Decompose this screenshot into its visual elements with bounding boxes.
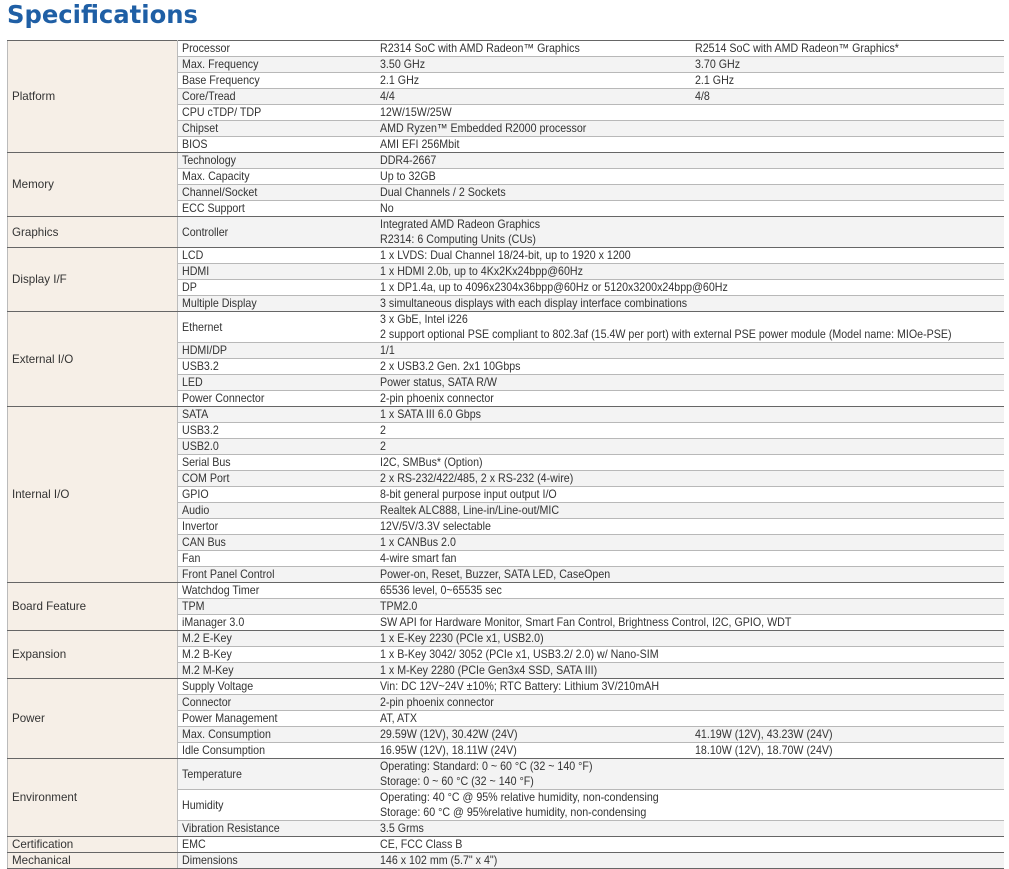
spec-item [178, 743, 376, 759]
spec-value [376, 201, 1004, 217]
spec-value [376, 343, 1004, 359]
spec-value-line: 29.59W (12V), 30.42W (24V) [379, 728, 518, 741]
spec-value [376, 407, 1004, 423]
spec-value [376, 519, 1004, 535]
category-label: Board Feature [8, 583, 178, 631]
category-label: External I/O [8, 312, 178, 407]
spec-item [178, 519, 376, 535]
spec-item [178, 41, 376, 57]
spec-value [376, 169, 1004, 185]
spec-value-line: R2314: 6 Computing Units (CUs) [379, 233, 536, 246]
spec-item-label: Temperature [182, 767, 242, 781]
spec-value [376, 535, 1004, 551]
spec-value-line: 4-wire smart fan [379, 552, 456, 565]
spec-value [376, 391, 1004, 407]
spec-item-label: USB2.0 [182, 440, 219, 453]
spec-item [178, 567, 376, 583]
spec-value-line: 12V/5V/3.3V selectable [379, 520, 491, 533]
spec-item-label: CPU cTDP/ TDP [182, 106, 262, 119]
spec-item-label: CAN Bus [182, 536, 226, 549]
spec-value [376, 280, 1004, 296]
spec-value-line: AMI EFI 256Mbit [379, 138, 459, 151]
spec-item [178, 296, 376, 312]
spec-item-label: M.2 M-Key [182, 664, 234, 677]
spec-value [376, 105, 1004, 121]
spec-value-line: R2314 SoC with AMD Radeon™ Graphics [379, 42, 580, 55]
spec-value-line: 2.1 GHz [694, 74, 734, 87]
spec-item-label: HDMI/DP [182, 344, 228, 357]
spec-value-line: 1/1 [379, 344, 395, 357]
spec-item-label: USB3.2 [182, 360, 219, 373]
spec-value [376, 89, 691, 105]
spec-value-line: 12W/15W/25W [379, 106, 452, 119]
spec-item-label: Invertor [182, 520, 219, 533]
spec-value-line: 8-bit general purpose input output I/O [379, 488, 557, 501]
spec-value-line: 16.95W (12V), 18.11W (24V) [379, 744, 517, 757]
spec-value [376, 217, 1004, 248]
category-label: Mechanical [8, 853, 178, 869]
spec-value-alt [691, 89, 1004, 105]
spec-value [376, 487, 1004, 503]
spec-item-label: Channel/Socket [182, 186, 258, 199]
spec-value [376, 551, 1004, 567]
spec-value-line: 2 [379, 440, 386, 453]
spec-value [376, 185, 1004, 201]
spec-item-label: Chipset [182, 122, 219, 135]
spec-item-label: M.2 E-Key [182, 632, 232, 645]
spec-value [376, 727, 691, 743]
spec-item [178, 759, 376, 790]
spec-value-line: Up to 32GB [379, 170, 436, 183]
spec-value [376, 57, 691, 73]
spec-item-label: DP [182, 281, 197, 294]
spec-value-line: AMD Ryzen™ Embedded R2000 processor [379, 122, 586, 135]
spec-value [376, 439, 1004, 455]
spec-value-line: 3.5 Grms [379, 822, 424, 835]
spec-value-line: 3.50 GHz [379, 58, 425, 71]
spec-value [376, 679, 1004, 695]
spec-value [376, 41, 691, 57]
spec-value [376, 296, 1004, 312]
spec-value-alt [691, 57, 1004, 73]
spec-value [376, 599, 1004, 615]
spec-value-line: 1 x SATA III 6.0 Gbps [379, 408, 481, 421]
spec-value [376, 695, 1004, 711]
spec-value-line: 2 x RS-232/422/485, 2 x RS-232 (4-wire) [379, 472, 573, 485]
spec-item-label: ECC Support [182, 202, 245, 215]
spec-item-label: TPM [182, 600, 205, 613]
spec-value-alt [691, 73, 1004, 89]
spec-value [376, 455, 1004, 471]
spec-row [8, 837, 1004, 853]
spec-item-label: GPIO [182, 488, 209, 501]
spec-item [178, 312, 376, 343]
spec-item-label: Idle Consumption [182, 744, 266, 757]
spec-value-line: 1 x DP1.4a, up to 4096x2304x36bpp@60Hz or 5120x3200x24bpp@60Hz [379, 281, 728, 294]
spec-item-label: HDMI [182, 265, 210, 278]
spec-item-label: Processor [182, 42, 231, 55]
spec-row [8, 217, 1004, 248]
spec-item [178, 790, 376, 821]
spec-row [8, 248, 1004, 264]
specifications-table [7, 40, 1004, 869]
spec-item-label: Fan [182, 552, 201, 565]
spec-item-label: Dimensions [182, 854, 238, 867]
spec-item [178, 375, 376, 391]
spec-item [178, 455, 376, 471]
spec-item [178, 105, 376, 121]
spec-value-line: TPM2.0 [379, 600, 417, 613]
spec-value-line: 1 x CANBus 2.0 [379, 536, 456, 549]
spec-item-label: iManager 3.0 [182, 616, 245, 629]
spec-value [376, 663, 1004, 679]
category-label: Power [8, 679, 178, 759]
spec-item-label: SATA [182, 408, 209, 421]
spec-item-label: Controller [182, 225, 229, 239]
spec-value [376, 312, 1004, 343]
spec-value-line: 146 x 102 mm (5.7" x 4") [379, 854, 497, 867]
spec-value-line: 4/4 [379, 90, 395, 103]
spec-item [178, 503, 376, 519]
spec-item [178, 535, 376, 551]
spec-item [178, 217, 376, 248]
spec-value-line: 65536 level, 0~65535 sec [379, 584, 502, 597]
spec-value-line: 1 x M-Key 2280 (PCIe Gen3x4 SSD, SATA III) [379, 664, 597, 677]
spec-item [178, 73, 376, 89]
spec-value-line: 3 x GbE, Intel i226 [379, 313, 468, 326]
spec-item-label: Max. Consumption [182, 728, 271, 741]
spec-value [376, 503, 1004, 519]
spec-item [178, 631, 376, 647]
spec-item [178, 185, 376, 201]
spec-value [376, 583, 1004, 599]
spec-value [376, 423, 1004, 439]
spec-item [178, 169, 376, 185]
spec-item [178, 248, 376, 264]
spec-item [178, 57, 376, 73]
spec-row [8, 679, 1004, 695]
spec-item [178, 615, 376, 631]
category-label: Certification [8, 837, 178, 853]
spec-value-line: Storage: 60 °C @ 95%relative humidity, non-condensing [379, 806, 646, 819]
spec-value [376, 759, 1004, 790]
spec-item [178, 121, 376, 137]
spec-value-alt [691, 727, 1004, 743]
spec-item [178, 89, 376, 105]
spec-value-line: 3.70 GHz [694, 58, 740, 71]
spec-value [376, 711, 1004, 727]
spec-value [376, 121, 1004, 137]
spec-value-line: R2514 SoC with AMD Radeon™ Graphics* [694, 42, 899, 55]
spec-value-line: 2-pin phoenix connector [379, 392, 494, 405]
spec-item [178, 853, 376, 869]
spec-item [178, 391, 376, 407]
spec-item-label: EMC [182, 838, 206, 851]
spec-row [8, 759, 1004, 790]
spec-item [178, 487, 376, 503]
spec-value-line: Integrated AMD Radeon Graphics [379, 218, 540, 231]
spec-row [8, 153, 1004, 169]
spec-value-line: DDR4-2667 [379, 154, 436, 167]
spec-item [178, 599, 376, 615]
spec-value-line: 4/8 [694, 90, 710, 103]
spec-item-label: Front Panel Control [182, 568, 275, 581]
spec-item-label: Max. Frequency [182, 58, 259, 71]
spec-item-label: Audio [182, 504, 210, 517]
spec-row [8, 631, 1004, 647]
spec-value-line: 2-pin phoenix connector [379, 696, 494, 709]
spec-value [376, 471, 1004, 487]
spec-value-line: 41.19W (12V), 43.23W (24V) [694, 728, 833, 741]
spec-value-line: 18.10W (12V), 18.70W (24V) [694, 744, 833, 757]
spec-item-label: COM Port [182, 472, 230, 485]
spec-value-line: Realtek ALC888, Line-in/Line-out/MIC [379, 504, 559, 517]
spec-item [178, 551, 376, 567]
category-label: Internal I/O [8, 407, 178, 583]
spec-item [178, 471, 376, 487]
spec-value [376, 567, 1004, 583]
spec-item-label: Humidity [182, 798, 224, 812]
spec-value-line: Storage: 0 ~ 60 °C (32 ~ 140 °F) [379, 775, 534, 788]
spec-item [178, 821, 376, 837]
spec-item-label: Multiple Display [182, 297, 257, 310]
spec-value-line: 1 x E-Key 2230 (PCIe x1, USB2.0) [379, 632, 544, 645]
spec-item [178, 679, 376, 695]
spec-item [178, 647, 376, 663]
spec-item [178, 264, 376, 280]
spec-value-line: 3 simultaneous displays with each display interface combinations [379, 297, 687, 310]
spec-value-line: CE, FCC Class B [379, 838, 462, 851]
spec-item-label: Max. Capacity [182, 170, 250, 183]
category-label: Memory [8, 153, 178, 217]
spec-value [376, 264, 1004, 280]
spec-value-alt [691, 743, 1004, 759]
spec-item [178, 407, 376, 423]
spec-item-label: LED [182, 376, 203, 389]
spec-value [376, 615, 1004, 631]
spec-item [178, 423, 376, 439]
spec-value-line: 2 x USB3.2 Gen. 2x1 10Gbps [379, 360, 521, 373]
spec-item [178, 137, 376, 153]
spec-value [376, 853, 1004, 869]
spec-value [376, 631, 1004, 647]
category-label: Expansion [8, 631, 178, 679]
spec-item-label: Supply Voltage [182, 680, 254, 693]
spec-value-line: 1 x LVDS: Dual Channel 18/24-bit, up to 1920 x 1200 [379, 249, 631, 262]
spec-value [376, 73, 691, 89]
spec-item [178, 583, 376, 599]
spec-item [178, 695, 376, 711]
spec-value [376, 790, 1004, 821]
spec-item-label: Power Management [182, 712, 278, 725]
category-label: Graphics [8, 217, 178, 248]
spec-value [376, 375, 1004, 391]
spec-item-label: Vibration Resistance [182, 822, 280, 835]
spec-value-line: 2.1 GHz [379, 74, 419, 87]
spec-row [8, 41, 1004, 57]
spec-row [8, 583, 1004, 599]
spec-value-alt [691, 41, 1004, 57]
spec-item [178, 343, 376, 359]
spec-value [376, 137, 1004, 153]
spec-item-label: M.2 B-Key [182, 648, 232, 661]
spec-value-line: No [379, 202, 394, 215]
spec-value-line: Operating: Standard: 0 ~ 60 °C (32 ~ 140 °F) [379, 760, 593, 773]
spec-value [376, 821, 1004, 837]
spec-item-label: Core/Tread [182, 90, 236, 103]
spec-value-line: Dual Channels / 2 Sockets [379, 186, 506, 199]
spec-value [376, 647, 1004, 663]
spec-value-line: 2 [379, 424, 386, 437]
spec-value [376, 248, 1004, 264]
spec-value-line: 2 support optional PSE compliant to 802.3af (15.4W per port) with external PSE power module (Model name: MIOe-PSE) [379, 328, 952, 341]
spec-item [178, 727, 376, 743]
spec-item-label: Watchdog Timer [182, 584, 260, 597]
category-label: Platform [8, 41, 178, 153]
spec-item [178, 837, 376, 853]
spec-item-label: Connector [182, 696, 232, 709]
spec-value [376, 743, 691, 759]
spec-item [178, 359, 376, 375]
spec-item [178, 280, 376, 296]
page-title: Specifications [7, 0, 198, 29]
spec-item-label: Power Connector [182, 392, 265, 405]
category-label: Display I/F [8, 248, 178, 312]
spec-item-label: USB3.2 [182, 424, 219, 437]
spec-item [178, 439, 376, 455]
spec-item-label: Technology [182, 154, 236, 167]
spec-value-line: 1 x B-Key 3042/ 3052 (PCIe x1, USB3.2/ 2.0) w/ Nano-SIM [379, 648, 659, 661]
spec-value [376, 153, 1004, 169]
spec-value-line: Vin: DC 12V~24V ±10%; RTC Battery: Lithium 3V/210mAH [379, 680, 659, 693]
spec-value-line: Power status, SATA R/W [379, 376, 497, 389]
spec-value [376, 837, 1004, 853]
spec-value-line: SW API for Hardware Monitor, Smart Fan Control, Brightness Control, I2C, GPIO, WDT [379, 616, 791, 629]
spec-value-line: I2C, SMBus* (Option) [379, 456, 483, 469]
spec-item-label: Ethernet [182, 320, 223, 334]
category-label: Environment [8, 759, 178, 837]
spec-item-label: Base Frequency [182, 74, 260, 87]
spec-item [178, 201, 376, 217]
spec-value [376, 359, 1004, 375]
spec-value-line: Power-on, Reset, Buzzer, SATA LED, CaseOpen [379, 568, 610, 581]
spec-item [178, 711, 376, 727]
spec-row [8, 853, 1004, 869]
spec-item-label: LCD [182, 249, 204, 262]
spec-value-line: Operating: 40 °C @ 95% relative humidity, non-condensing [379, 791, 659, 804]
spec-item-label: Serial Bus [182, 456, 231, 469]
spec-item [178, 153, 376, 169]
spec-item-label: BIOS [182, 138, 208, 151]
spec-value-line: 1 x HDMI 2.0b, up to 4Kx2Kx24bpp@60Hz [379, 265, 583, 278]
spec-row [8, 312, 1004, 343]
spec-row [8, 407, 1004, 423]
spec-item [178, 663, 376, 679]
spec-value-line: AT, ATX [379, 712, 417, 725]
